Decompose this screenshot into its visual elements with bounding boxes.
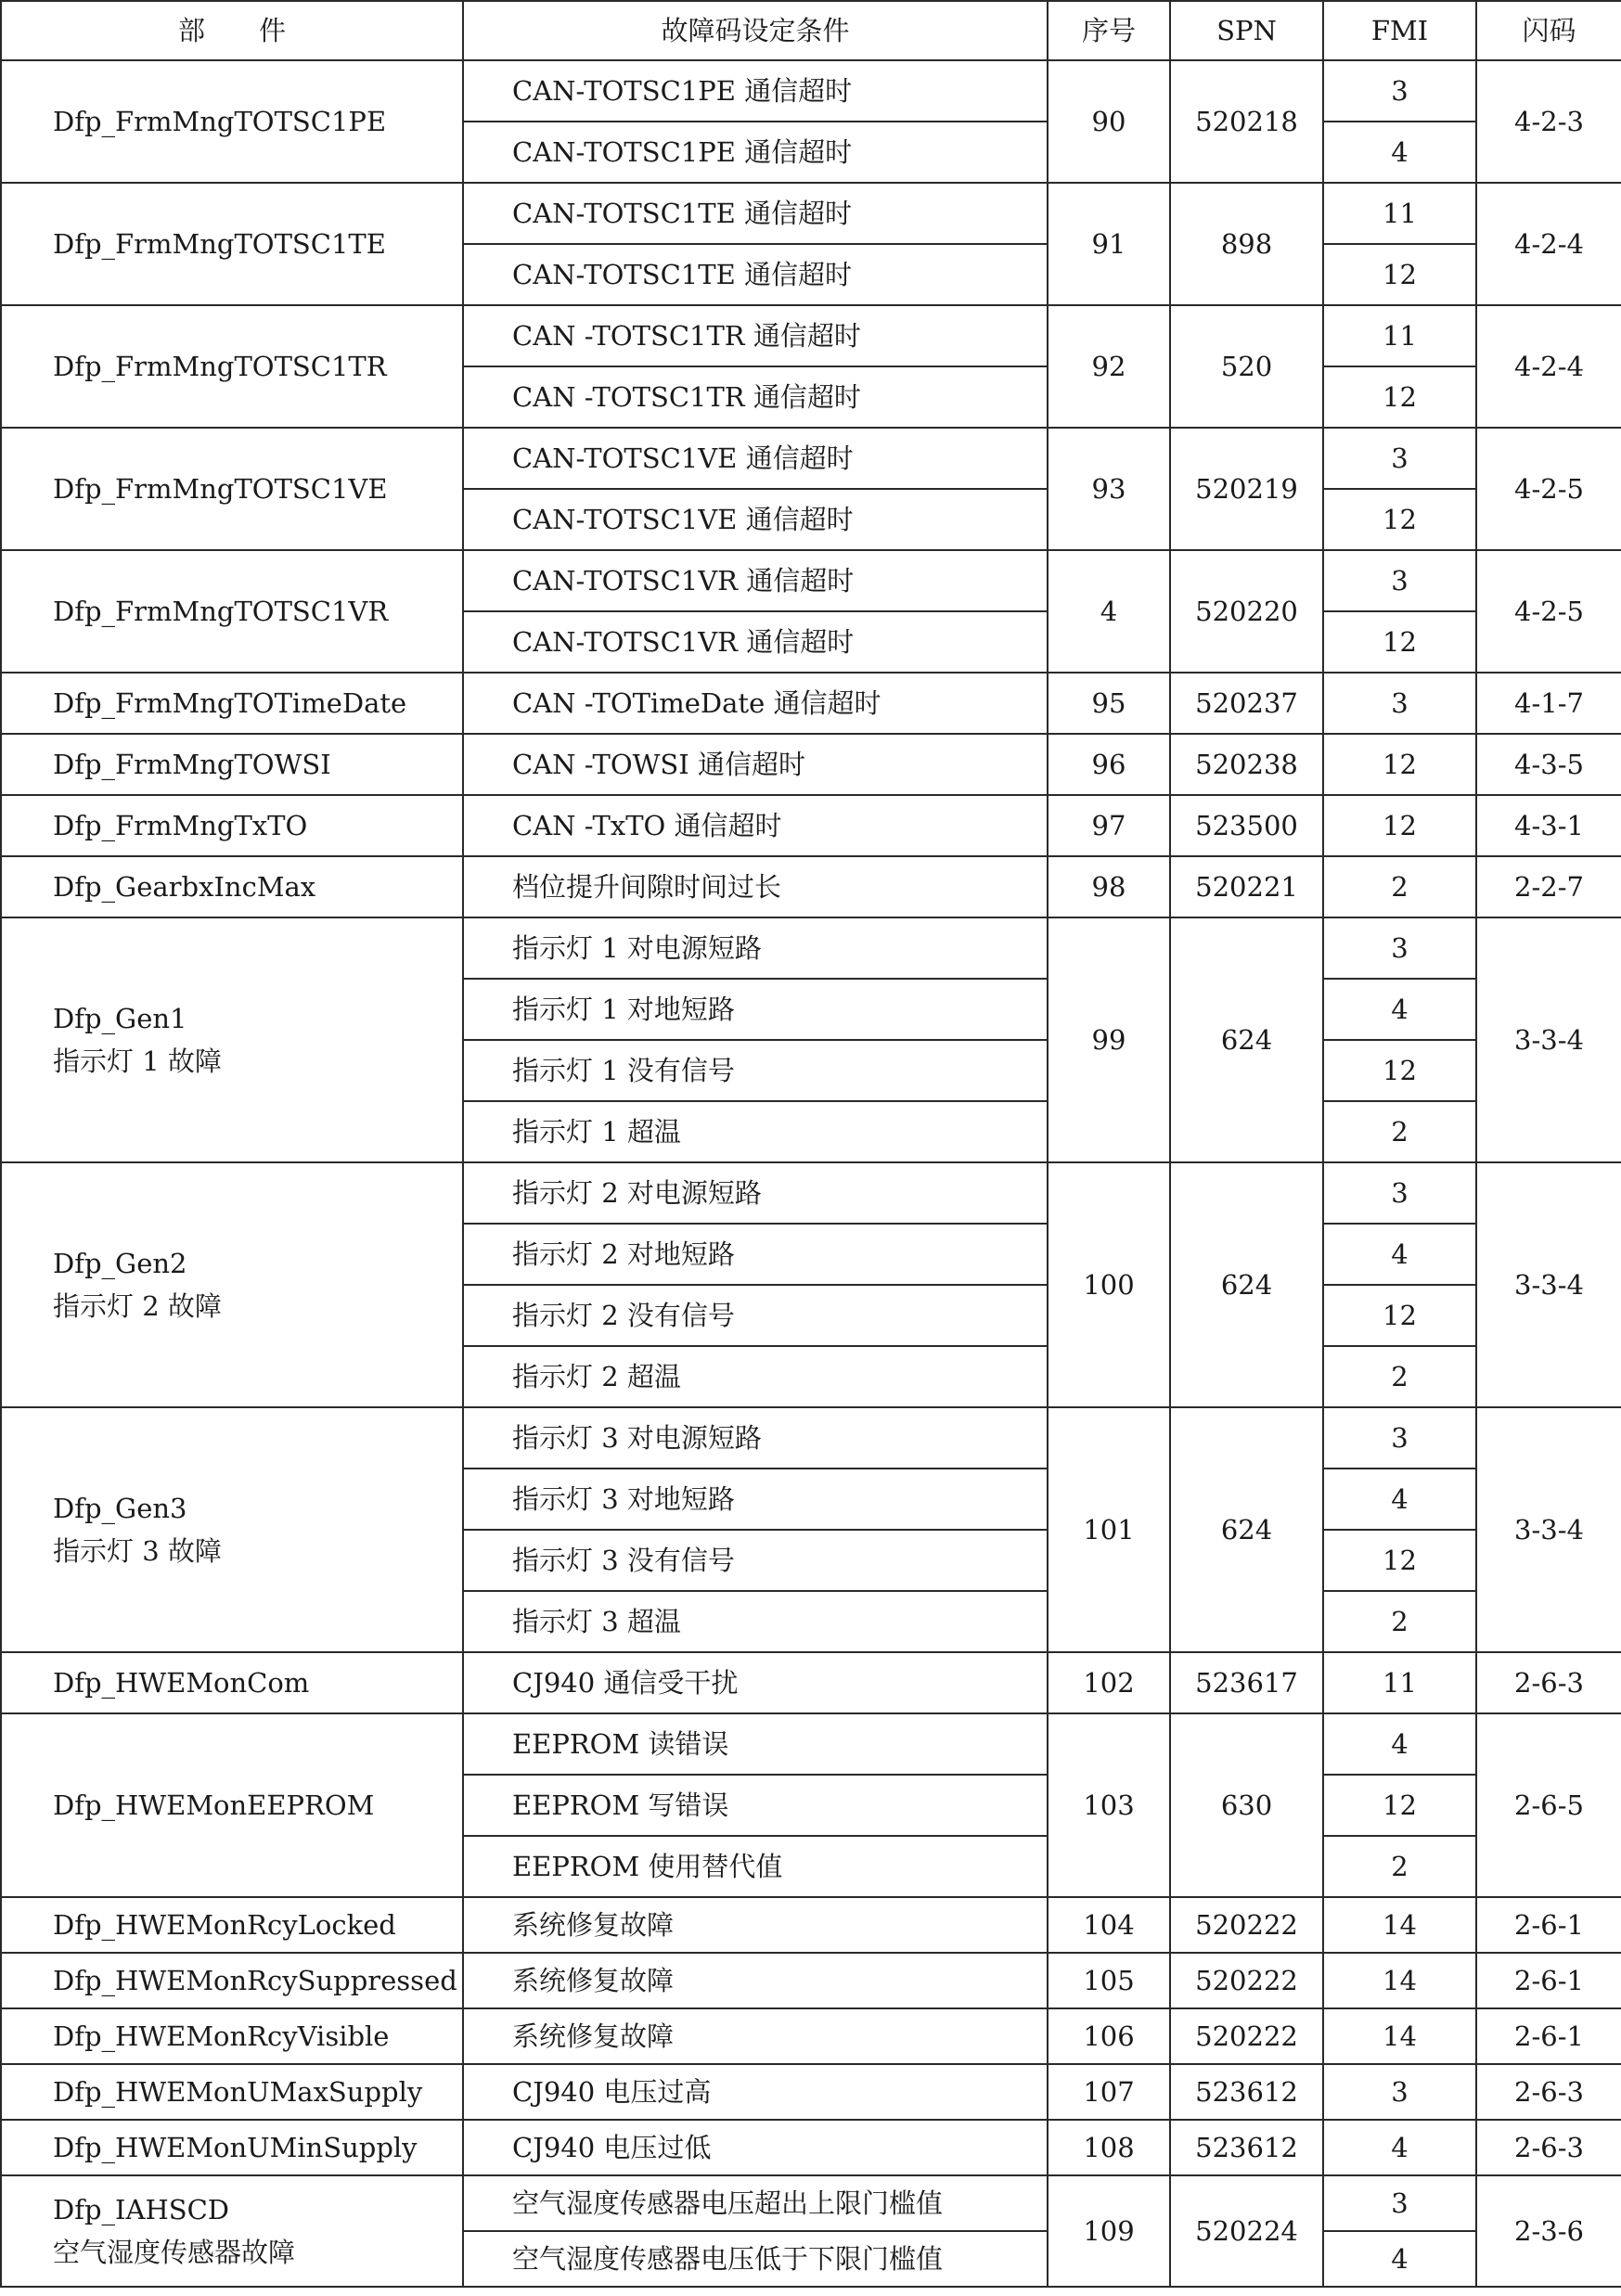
fmi-cell: 12 — [1323, 1775, 1476, 1836]
component-name: Dfp_Gen1 — [53, 1002, 187, 1034]
spn-cell: 520221 — [1170, 856, 1323, 917]
condition-cell: 指示灯 3 对电源短路 — [463, 1407, 1048, 1469]
seq-cell: 104 — [1048, 1897, 1170, 1953]
table-row — [1, 917, 1621, 979]
blink-code-cell: 2-6-3 — [1476, 1652, 1621, 1713]
condition-cell: 指示灯 2 对地短路 — [463, 1224, 1048, 1285]
table-row — [1, 1953, 1621, 2008]
spn-cell: 523612 — [1170, 2120, 1323, 2175]
header-component: 部 件 — [1, 1, 463, 60]
table-row — [1, 305, 1621, 366]
fmi-cell: 2 — [1323, 1346, 1476, 1407]
component-cell — [1, 1713, 463, 1897]
table-header-row — [1, 1, 1621, 60]
fmi-cell: 12 — [1323, 244, 1476, 305]
component-description: 空气湿度传感器故障 — [53, 2237, 296, 2268]
seq-cell: 91 — [1048, 183, 1170, 305]
spn-cell: 523612 — [1170, 2064, 1323, 2120]
spn-cell: 520218 — [1170, 60, 1323, 183]
seq-cell: 102 — [1048, 1652, 1170, 1713]
fmi-cell: 12 — [1323, 489, 1476, 550]
condition-cell: CJ940 通信受干扰 — [463, 1652, 1048, 1713]
seq-cell: 105 — [1048, 1953, 1170, 2008]
seq-cell: 92 — [1048, 305, 1170, 428]
blink-code-cell: 4-2-4 — [1476, 305, 1621, 428]
component-name: Dfp_FrmMngTOTSC1TE — [53, 227, 386, 260]
component-cell — [1, 428, 463, 550]
blink-code-cell: 3-3-4 — [1476, 1407, 1621, 1652]
component-cell — [1, 2008, 463, 2064]
component-name: Dfp_HWEMonRcySuppressed — [53, 1964, 457, 1996]
fmi-cell: 14 — [1323, 1953, 1476, 2008]
blink-code-cell: 2-6-3 — [1476, 2120, 1621, 2175]
fmi-cell: 14 — [1323, 1897, 1476, 1953]
component-name: Dfp_FrmMngTOTSC1VE — [53, 472, 388, 505]
fmi-cell: 12 — [1323, 366, 1476, 428]
condition-cell: 空气湿度传感器电压低于下限门槛值 — [463, 2231, 1048, 2287]
fmi-cell: 3 — [1323, 1407, 1476, 1469]
spn-cell: 520224 — [1170, 2175, 1323, 2287]
fmi-cell: 4 — [1323, 1713, 1476, 1775]
table-row — [1, 183, 1621, 244]
component-name: Dfp_IAHSCD — [53, 2193, 230, 2225]
condition-cell: EEPROM 写错误 — [463, 1775, 1048, 1836]
table-row — [1, 673, 1621, 734]
table-row — [1, 856, 1621, 917]
fmi-cell: 12 — [1323, 734, 1476, 795]
blink-code-cell: 2-6-1 — [1476, 1953, 1621, 2008]
blink-code-cell: 2-6-3 — [1476, 2064, 1621, 2120]
table-row — [1, 550, 1621, 611]
table-body — [1, 60, 1621, 2287]
seq-cell: 100 — [1048, 1162, 1170, 1407]
table-row — [1, 1162, 1621, 1224]
condition-cell: CAN-TOTSC1TE 通信超时 — [463, 183, 1048, 244]
fmi-cell: 4 — [1323, 2231, 1476, 2287]
fmi-cell: 4 — [1323, 2120, 1476, 2175]
fmi-cell: 2 — [1323, 1591, 1476, 1652]
component-cell — [1, 1953, 463, 2008]
header-seq: 序号 — [1048, 1, 1170, 60]
seq-cell: 103 — [1048, 1713, 1170, 1897]
table-row — [1, 428, 1621, 489]
component-name: Dfp_FrmMngTOTimeDate — [53, 686, 407, 719]
condition-cell: 指示灯 1 超温 — [463, 1101, 1048, 1162]
condition-cell: CJ940 电压过低 — [463, 2120, 1048, 2175]
spn-cell: 520222 — [1170, 2008, 1323, 2064]
fmi-cell: 2 — [1323, 856, 1476, 917]
table-row — [1, 1713, 1621, 1775]
fmi-cell: 2 — [1323, 1836, 1476, 1897]
blink-code-cell: 2-3-6 — [1476, 2175, 1621, 2287]
component-cell — [1, 1652, 463, 1713]
condition-cell: 指示灯 2 超温 — [463, 1346, 1048, 1407]
fmi-cell: 3 — [1323, 917, 1476, 979]
condition-cell: CAN -TxTO 通信超时 — [463, 795, 1048, 856]
table-row — [1, 2175, 1621, 2231]
condition-cell: CAN-TOTSC1VR 通信超时 — [463, 611, 1048, 673]
header-fmi: FMI — [1323, 1, 1476, 60]
seq-cell: 98 — [1048, 856, 1170, 917]
condition-cell: EEPROM 使用替代值 — [463, 1836, 1048, 1897]
condition-cell: CAN-TOTSC1VE 通信超时 — [463, 489, 1048, 550]
seq-cell: 99 — [1048, 917, 1170, 1162]
component-name: Dfp_HWEMonEEPROM — [53, 1789, 375, 1821]
condition-cell: 系统修复故障 — [463, 1897, 1048, 1953]
component-cell — [1, 1897, 463, 1953]
blink-code-cell: 2-6-1 — [1476, 1897, 1621, 1953]
component-cell — [1, 917, 463, 1162]
component-name: Dfp_FrmMngTOTSC1VR — [53, 595, 389, 627]
fmi-cell: 4 — [1323, 1224, 1476, 1285]
table-row — [1, 795, 1621, 856]
seq-cell: 96 — [1048, 734, 1170, 795]
condition-cell: 指示灯 1 没有信号 — [463, 1040, 1048, 1101]
condition-cell: 指示灯 1 对地短路 — [463, 979, 1048, 1040]
component-name: Dfp_HWEMonUMaxSupply — [53, 2075, 423, 2108]
component-cell — [1, 1407, 463, 1652]
component-name: Dfp_FrmMngTxTO — [53, 809, 308, 841]
spn-cell: 898 — [1170, 183, 1323, 305]
spn-cell: 624 — [1170, 1162, 1323, 1407]
condition-cell: 空气湿度传感器电压超出上限门槛值 — [463, 2175, 1048, 2231]
spn-cell: 624 — [1170, 917, 1323, 1162]
condition-cell: 指示灯 1 对电源短路 — [463, 917, 1048, 979]
condition-cell: 档位提升间隙时间过长 — [463, 856, 1048, 917]
condition-cell: CAN-TOTSC1PE 通信超时 — [463, 122, 1048, 183]
condition-cell: CAN -TOTSC1TR 通信超时 — [463, 305, 1048, 366]
fmi-cell: 11 — [1323, 183, 1476, 244]
fmi-cell: 14 — [1323, 2008, 1476, 2064]
table-row — [1, 1897, 1621, 1953]
condition-cell: 系统修复故障 — [463, 1953, 1048, 2008]
condition-cell: CAN-TOTSC1VE 通信超时 — [463, 428, 1048, 489]
table-row — [1, 1407, 1621, 1469]
component-name: Dfp_FrmMngTOTSC1TR — [53, 350, 387, 382]
seq-cell: 4 — [1048, 550, 1170, 673]
table-row — [1, 60, 1621, 122]
seq-cell: 97 — [1048, 795, 1170, 856]
fmi-cell: 3 — [1323, 673, 1476, 734]
component-cell — [1, 2175, 463, 2287]
component-cell — [1, 550, 463, 673]
component-cell — [1, 183, 463, 305]
condition-cell: CAN-TOTSC1TE 通信超时 — [463, 244, 1048, 305]
table-row — [1, 1652, 1621, 1713]
fmi-cell: 4 — [1323, 122, 1476, 183]
component-name: Dfp_Gen3 — [53, 1492, 187, 1524]
condition-cell: EEPROM 读错误 — [463, 1713, 1048, 1775]
component-name: Dfp_HWEMonUMinSupply — [53, 2131, 418, 2163]
blink-code-cell: 4-2-5 — [1476, 428, 1621, 550]
component-cell — [1, 2120, 463, 2175]
fmi-cell: 11 — [1323, 1652, 1476, 1713]
fmi-cell: 3 — [1323, 60, 1476, 122]
table-row — [1, 2008, 1621, 2064]
fmi-cell: 4 — [1323, 1469, 1476, 1530]
blink-code-cell: 3-3-4 — [1476, 1162, 1621, 1407]
condition-cell: 指示灯 3 对地短路 — [463, 1469, 1048, 1530]
condition-cell: CAN -TOTimeDate 通信超时 — [463, 673, 1048, 734]
spn-cell: 520237 — [1170, 673, 1323, 734]
blink-code-cell: 2-6-5 — [1476, 1713, 1621, 1897]
seq-cell: 95 — [1048, 673, 1170, 734]
condition-cell: CAN-TOTSC1VR 通信超时 — [463, 550, 1048, 611]
spn-cell: 520 — [1170, 305, 1323, 428]
seq-cell: 101 — [1048, 1407, 1170, 1652]
component-cell — [1, 60, 463, 183]
spn-cell: 630 — [1170, 1713, 1323, 1897]
fmi-cell: 11 — [1323, 305, 1476, 366]
fmi-cell: 12 — [1323, 1285, 1476, 1346]
spn-cell: 520220 — [1170, 550, 1323, 673]
component-cell — [1, 305, 463, 428]
component-name: Dfp_HWEMonRcyLocked — [53, 1908, 396, 1941]
blink-code-cell: 4-2-4 — [1476, 183, 1621, 305]
blink-code-cell: 4-3-1 — [1476, 795, 1621, 856]
fmi-cell: 3 — [1323, 428, 1476, 489]
spn-cell: 624 — [1170, 1407, 1323, 1652]
component-name: Dfp_HWEMonCom — [53, 1666, 310, 1699]
spn-cell: 520238 — [1170, 734, 1323, 795]
spn-cell: 520219 — [1170, 428, 1323, 550]
fmi-cell: 3 — [1323, 2175, 1476, 2231]
condition-cell: 指示灯 2 对电源短路 — [463, 1162, 1048, 1224]
fmi-cell: 3 — [1323, 1162, 1476, 1224]
component-cell — [1, 856, 463, 917]
condition-cell: CAN -TOWSI 通信超时 — [463, 734, 1048, 795]
seq-cell: 90 — [1048, 60, 1170, 183]
condition-cell: 指示灯 2 没有信号 — [463, 1285, 1048, 1346]
component-name: Dfp_FrmMngTOWSI — [53, 748, 331, 780]
component-cell — [1, 2064, 463, 2120]
seq-cell: 109 — [1048, 2175, 1170, 2287]
component-name: Dfp_HWEMonRcyVisible — [53, 2020, 390, 2052]
fmi-cell: 12 — [1323, 795, 1476, 856]
blink-code-cell: 4-3-5 — [1476, 734, 1621, 795]
component-name: Dfp_GearbxIncMax — [53, 870, 316, 903]
header-blink-code: 闪码 — [1476, 1, 1621, 60]
component-cell — [1, 673, 463, 734]
fmi-cell: 3 — [1323, 550, 1476, 611]
condition-cell: 指示灯 3 超温 — [463, 1591, 1048, 1652]
spn-cell: 523500 — [1170, 795, 1323, 856]
component-name: Dfp_Gen2 — [53, 1247, 187, 1279]
blink-code-cell: 4-2-3 — [1476, 60, 1621, 183]
component-description: 指示灯 1 故障 — [53, 1045, 222, 1077]
seq-cell: 108 — [1048, 2120, 1170, 2175]
component-description: 指示灯 3 故障 — [53, 1535, 222, 1567]
fmi-cell: 2 — [1323, 1101, 1476, 1162]
spn-cell: 520222 — [1170, 1953, 1323, 2008]
table-row — [1, 2120, 1621, 2175]
blink-code-cell: 4-1-7 — [1476, 673, 1621, 734]
component-cell — [1, 734, 463, 795]
component-cell — [1, 1162, 463, 1407]
fmi-cell: 4 — [1323, 979, 1476, 1040]
table-row — [1, 2064, 1621, 2120]
condition-cell: CAN-TOTSC1PE 通信超时 — [463, 60, 1048, 122]
fmi-cell: 12 — [1323, 611, 1476, 673]
seq-cell: 106 — [1048, 2008, 1170, 2064]
blink-code-cell: 3-3-4 — [1476, 917, 1621, 1162]
condition-cell: CAN -TOTSC1TR 通信超时 — [463, 366, 1048, 428]
seq-cell: 107 — [1048, 2064, 1170, 2120]
condition-cell: 系统修复故障 — [463, 2008, 1048, 2064]
blink-code-cell: 2-6-1 — [1476, 2008, 1621, 2064]
condition-cell: 指示灯 3 没有信号 — [463, 1530, 1048, 1591]
component-description: 指示灯 2 故障 — [53, 1290, 222, 1322]
blink-code-cell: 2-2-7 — [1476, 856, 1621, 917]
fmi-cell: 3 — [1323, 2064, 1476, 2120]
fmi-cell: 12 — [1323, 1040, 1476, 1101]
header-condition: 故障码设定条件 — [463, 1, 1048, 60]
fmi-cell: 12 — [1323, 1530, 1476, 1591]
table-row — [1, 734, 1621, 795]
spn-cell: 523617 — [1170, 1652, 1323, 1713]
component-name: Dfp_FrmMngTOTSC1PE — [53, 105, 387, 137]
spn-cell: 520222 — [1170, 1897, 1323, 1953]
header-spn: SPN — [1170, 1, 1323, 60]
component-cell — [1, 795, 463, 856]
blink-code-cell: 4-2-5 — [1476, 550, 1621, 673]
condition-cell: CJ940 电压过高 — [463, 2064, 1048, 2120]
seq-cell: 93 — [1048, 428, 1170, 550]
